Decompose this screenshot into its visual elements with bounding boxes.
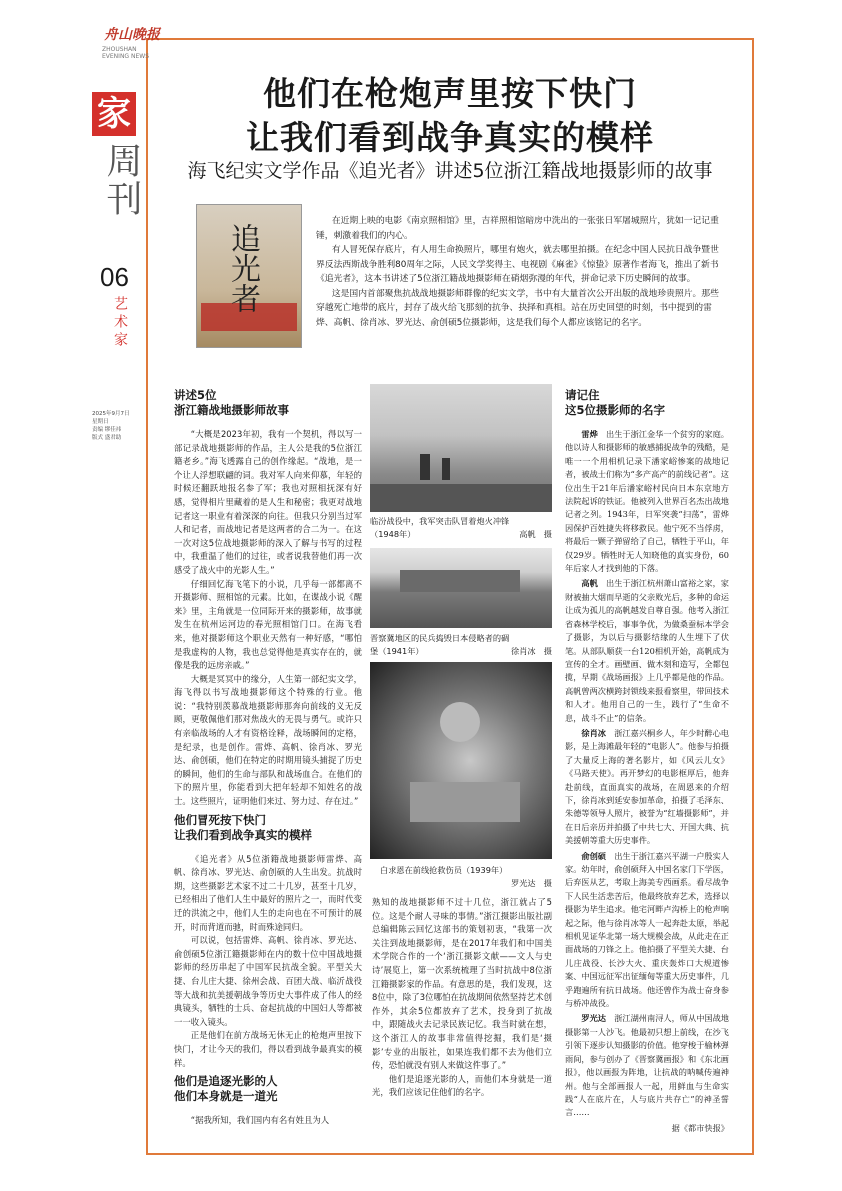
section-logo-jia: 家 [92, 92, 136, 136]
subheading-3 [174, 1074, 362, 1104]
bio-text: 出生于浙江嘉兴平湖一户殷实人家。幼年时，俞创硕拜入中国名家门下学医，后弃医从艺，考取上海美专西画系。看尽战争下人民生活悲苦后，他最终放弃艺术，选择以摄影为毕生追求。他宅河畔卢沟桥上的枪声响起之际，他与徐肖冰等人一起奔赴太原，举起相机见证华北第一场大规模会战，从此走在正面战场的刀锋之上。他拍摄了平型关大捷、台儿庄战役、长沙大火、重庆轰炸口大规道惨案、中国远征军出征缅甸等重大历史事件，几乎跑遍所有抗日战场。他还曾作为战士奋身参与桥冲战役。 [565, 850, 729, 1009]
masthead-sub-line1: ZHOUSHAN [102, 46, 137, 53]
bio-paragraph [565, 577, 729, 724]
issue-info [92, 410, 144, 442]
body-paragraph: 正是他们在前方战场无休无止的枪炮声里按下快门，才让今天的我们，得以看到战争最真实的模样。 [174, 1030, 362, 1068]
body-paragraph: 《追光者》从5位浙籍战地摄影师雷烨、高帆、徐肖冰、罗光达、俞创硕的人生出发。抗战时期，这些摄影艺术家不过二十几岁，甚至十几岁，已经相出了他们人生中最好的照片之一，而时代变迁的洪流之中，他们人生的走向也在不可预计的展开，时而背道而驰，时而殊途同归。 [174, 853, 362, 932]
bio-paragraph [565, 850, 729, 1011]
body-paragraph: 熟知的战地摄影师不过十几位，浙江就占了5位。这是个耐人寻味的事情。”浙江摄影出版社副总编辑陈云回忆这部书的策划初衷，“我第一次关注到战地摄影师，是在2017年我们和中国美术学院合作的一个‘浙江摄影文献——文人与史诗’展览上，第一次系统梳理了当时抗战中8位浙江籍摄影家的作品。有意思的是，我们发现，这8位中，除了3位哪怕在抗战期间依然坚持艺术创作外，其余5位都放弃了艺术，投身到了抗战中，跟随战火去记录民族记忆。我当时就在想，这个浙江人的故事非常值得挖掘，我们是‘摄影’专业的出版社，如果连我们都不去为他们立传，恐怕就没有别人来做这件事了。” [372, 897, 552, 1071]
intro-paragraph: 这是国内首部聚焦抗战战地摄影师群像的纪实文学，书中有大量首次公开出版的战地珍贵照片。那些穿越死亡地带的底片，封存了战火给飞那刻的抗争、抉择和真相。站在历史回望的时刻，书中提到的雷烨、高帆、徐肖冰、罗光达、俞创硕5位摄影师，这是我们每个人都应该铭记的名字。 [316, 288, 719, 328]
subheading-2-line1: 他们冒死按下快门 [174, 812, 266, 827]
issue-editor: 责编 缪佳祎 [92, 427, 122, 433]
subheading-2-line2: 让我们看到战争真实的模样 [174, 827, 312, 842]
photo-blockhouse [400, 570, 520, 592]
bio-paragraph [565, 1012, 729, 1119]
headline-line1: 他们在枪炮声里按下快门 [263, 74, 637, 113]
subheading-1-line1: 讲述5位 [174, 388, 217, 402]
photo-figure [440, 702, 480, 742]
body-paragraph: 他们是追逐光影的人，而他们本身就是一道光，我们应该记住他们的名字。 [372, 1073, 552, 1098]
headline [160, 72, 740, 160]
bio-text: 浙江湖州南浔人，师从中国战地摄影第一人沙飞。他最初只想上前线，在沙飞引领下逐步认知摄影的价值。他穿梭于榆林弹雨间，参与创办了《晋察冀画报》和《东北画报》，他以画报为阵地，让抗战的呐喊传遍神州。他与全部画报人一起，用鲜血与生命实践“人在底片在，人与底片共存亡”的神圣誓言…… [565, 1013, 729, 1118]
photo-caption-2 [370, 632, 552, 657]
page-number: 06 [100, 262, 129, 292]
bio-name: 俞创硕 [581, 850, 606, 861]
photo-linfen-battle [370, 384, 552, 512]
bio-name: 高帆 [581, 578, 598, 589]
photo-patient [410, 782, 520, 822]
photo-ground [370, 484, 552, 512]
book-cover-image [196, 204, 302, 348]
subheading-3-line1: 他们是追逐光影的人 [174, 1074, 278, 1089]
article-column-2 [372, 896, 552, 1100]
bio-paragraph [565, 428, 729, 575]
section-name: 艺术家 [112, 296, 128, 350]
body-paragraph: “据我所知，我们国内有名有姓且为人 [190, 1115, 330, 1126]
issue-layout: 版式 盛君助 [92, 435, 122, 441]
intro-paragraph: 在近期上映的电影《南京照相馆》里，吉祥照相馆暗房中洗出的一张张日军屠城照片，犹如一记记重锤，刺激着我们的内心。 [316, 216, 719, 241]
subheading-names-line2: 这5位摄影师的名字 [565, 403, 666, 417]
subheading-1-line2: 浙江籍战地摄影师故事 [174, 403, 289, 417]
bio-name: 罗光达 [581, 1013, 606, 1024]
body-paragraph: “大概是2023年初，我有一个契机，得以写一部记录战地摄影师的作品，主人公是我的5位浙江籍老乡。”海飞透露自己的创作缘起。“战地，是一个让人浮想联翩的词。我对军人向来仰慕，年轻的时候还翻跃地报名参了军；我也对照相抚深有好感，觉得相片里藏着的是人生和秘密；我更对战地记者这一职业有着深深的向往。但我只分别当过军人和记者，而战地记者是这两者的合二为一。在这一次对这5位战地摄影师的深入了解与书写的过程中，我重温了他们的过往，或者说我替他们再一次感受了战火中的光影人生。” [174, 429, 362, 575]
source-credit: 据《都市快报》 [671, 1122, 729, 1133]
photo-credit-1: 高帆 摄 [519, 528, 552, 539]
caption-1-line1: 临汾战役中，我军突击队冒着炮火冲锋 [370, 516, 510, 526]
photo-credit-2: 徐肖冰 摄 [511, 645, 552, 656]
subheading-1 [174, 388, 362, 418]
newspaper-masthead: 舟山晚报 [104, 27, 160, 43]
caption-2-line1: 晋察冀地区的民兵捣毁日本侵略者的碉 [370, 633, 510, 643]
section-logo-zhoukan: 周刊 [101, 142, 142, 218]
photo-blockhouse-militia [370, 548, 552, 628]
caption-1-line2: （1948年） [370, 528, 416, 539]
headline-subtitle: 海飞纪实文学作品《追光者》讲述5位浙江籍战地摄影师的故事 [187, 160, 713, 182]
issue-weekday: 星期日 [92, 419, 109, 425]
bio-name: 雷烨 [581, 429, 598, 439]
photo-caption-3 [380, 864, 552, 889]
bio-text: 出生于浙江金华一个贫穷的家庭。他以诗人和摄影师的敏感捕捉战争的残酷，是唯一一个用相机记录下潘家峪惨案的战地记者，被战士们称为“多产高产的前线记者”。这位出生于21年后潘家峪村民向日本东京地方法院起诉的铁证。他被列入世界百名杰出战地记者之列。1943年，日军突袭“扫荡”，雷烨因保护百姓捷失将移救民。他宁死不当俘虏，将最后一颗子弹留给了自己，牺牲于平山，年仅29岁。牺牲时无人知晓他的真实身份，60年后家人才找到他的下落。 [565, 429, 729, 574]
caption-3-line1: 白求恩在前线抢救伤员（1939年） [380, 865, 508, 875]
bio-paragraph [565, 727, 729, 848]
caption-2-line2: 堡（1941年） [370, 645, 424, 656]
bio-text: 浙江嘉兴桐乡人，年少时醉心电影，是上海滩最年轻的“电影人”。他参与拍摄了大量反上海的著名影片，如《风云儿女》《马路天使》。再开梦幻的电影框厚后，他奔赴前线，直面真实的战场，在周恩来的介绍下，徐肖冰到延安参加革命，拍摄了毛泽东、朱德等领导人照片，被誉为“红墙摄影师”，并在日后亲历并拍摄了中共七大、开国大典、抗美援朝等重大历史事件。 [565, 727, 729, 846]
subheading-3-line2: 他们本身就是一道光 [174, 1089, 278, 1104]
photo-bethune-surgery [370, 662, 552, 859]
article-column-3 [565, 384, 729, 1137]
intro-paragraph: 有人冒死保存底片，有人用生命换照片，哪里有炮火，就去哪里拍摄。在纪念中国人民抗日战争暨世界反法西斯战争胜利80周年之际，人民文学奖得主、电视剧《麻雀》《惊蛰》原著作者海飞，推出了新书《追光者》，这本书讲述了5位浙江籍战地摄影师在硝烟弥漫的年代，拼命记录下历史瞬间的故事。 [316, 245, 719, 284]
headline-line2: 让我们看到战争真实的模样 [246, 118, 654, 157]
photo-figure [442, 458, 450, 480]
photo-caption-1 [370, 515, 552, 540]
body-paragraph: 仔细回忆海飞笔下的小说，几乎每一部都离不开摄影师、照相馆的元素。比如，在谍战小说《醒来》里，主角就是一位同际开来的摄影师，故事就发生在杭州运河边的春光照相馆门口。在海飞看来，他对摄影师这个职业天然有一种好感，“哪怕是我虚构的人物，我也总觉得他是真实存在的，就像是我的远房亲戚。” [174, 578, 362, 671]
issue-date: 2025年9月7日 [92, 411, 130, 417]
masthead-subtitle [102, 46, 149, 60]
subheading-2 [174, 813, 362, 843]
intro-paragraphs [316, 214, 720, 330]
bio-text: 出生于浙江杭州萧山富裕之家，家财被抽大烟而早逝的父亲败光后，多种的命运让成为孤儿的高帆越发自尊自强。他考入浙江省森林学校后，事事争优，为做桑蚕标本学会了摄影，为以后与摄影结缘的人生埋下了伏笔。从部队顺获一台120相机开始，高帆成为宣传的全才。画壁画、做木刻和造写，全都包揽，早期《战场画报》上几乎都是他的作品。高帆曾两次横跨封锁线来报看察里，带回技术和人才。他用自己的一生，践行了“生命不息，战斗不止”的信条。 [565, 578, 729, 723]
photo-figure [420, 454, 430, 480]
bio-name: 徐肖冰 [581, 727, 606, 738]
masthead-sub-line2: EVENING NEWS [102, 53, 150, 60]
subheading-names-line1: 请记住 [565, 388, 600, 402]
book-cover-title: 追光者 [225, 223, 260, 313]
body-paragraph: 可以说，包括雷烨、高帆、徐肖冰、罗光达、俞创硕5位浙江籍摄影师在内的数十位中国战地摄影师的经历串起了中国军民抗战全貌。平型关大捷、台儿庄大捷、徐州会战、百团大战、临沂战役等大战和抗美援朝战争等历史大事件成了伟人的经典镜头，牺牲的士兵、奋起抗战的中国妇人等都被一一收入镜头。 [174, 935, 362, 1027]
article-column-1 [174, 384, 362, 1128]
photo-credit-3: 罗光达 摄 [511, 877, 552, 888]
subheading-names [565, 388, 729, 418]
body-paragraph: 大概是冥冥中的缘分，人生第一部纪实文学，海飞得以书写战地摄影师这个特殊的行业。他说：“我特别羡慕战地摄影师那奔向前线的义无反顾，更敬佩他们那对焦战火的无畏与勇气。或许只有亲临战场的人才有资格诠释，战场瞬间的定格，是纪录，也是创作。雷烨、高帆、徐肖冰、罗光达、俞创硕，他们在特定的时期用镜头捕捉了历史的瞬间，他们的生命与部队和战场血合。在他们的下的照片里，你能看到大把年轻却不知姓名的战士。这些照片，证明他们来过、努力过、存在过。” [174, 673, 362, 807]
